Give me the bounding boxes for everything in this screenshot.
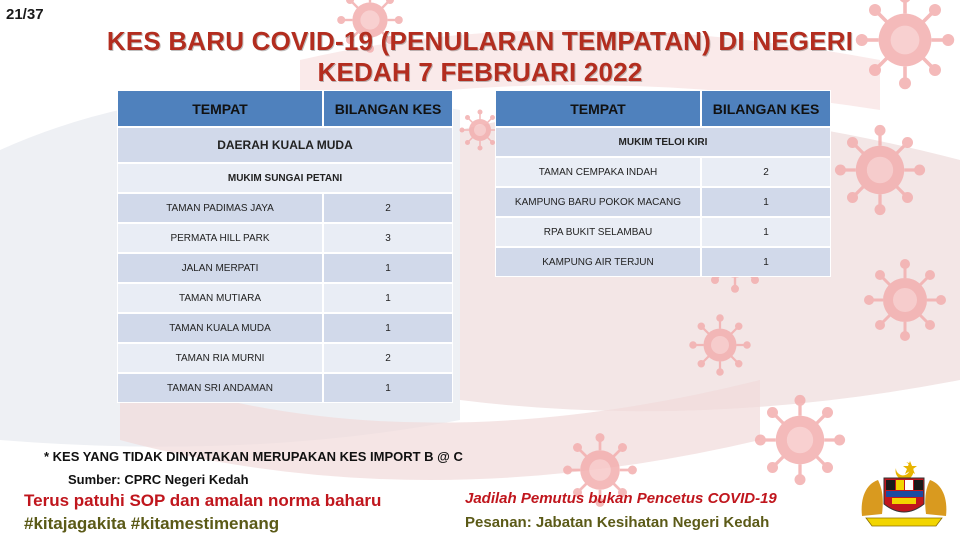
- header-bilangan-kes: BILANGAN KES: [701, 90, 831, 127]
- cases-cell: 2: [323, 343, 453, 373]
- table-row: [495, 187, 831, 217]
- right-case-table: [495, 90, 831, 277]
- place-cell: RPA BUKIT SELAMBAU: [495, 217, 701, 247]
- table-row: [495, 247, 831, 277]
- pemutus-tagline: Jadilah Pemutus bukan Pencetus COVID-19: [465, 490, 777, 507]
- mukim-name: MUKIM TELOI KIRI: [495, 127, 831, 157]
- cases-cell: 1: [701, 217, 831, 247]
- table-header-row: [495, 90, 831, 127]
- header-tempat: TEMPAT: [495, 90, 701, 127]
- page-counter: 21/37: [6, 6, 44, 23]
- cases-cell: 1: [323, 283, 453, 313]
- district-row: [117, 127, 453, 163]
- table-row: [117, 343, 453, 373]
- place-cell: TAMAN PADIMAS JAYA: [117, 193, 323, 223]
- place-cell: KAMPUNG BARU POKOK MACANG: [495, 187, 701, 217]
- place-cell: KAMPUNG AIR TERJUN: [495, 247, 701, 277]
- place-cell: TAMAN SRI ANDAMAN: [117, 373, 323, 403]
- table-row: [495, 217, 831, 247]
- hashtag-slogan: #kitajagakita #kitamestimenang: [24, 514, 280, 533]
- cases-cell: 2: [701, 157, 831, 187]
- place-cell: TAMAN KUALA MUDA: [117, 313, 323, 343]
- mukim-name: MUKIM SUNGAI PETANI: [117, 163, 453, 193]
- header-tempat: TEMPAT: [117, 90, 323, 127]
- sop-slogan: Terus patuhi SOP dan amalan norma baharu: [24, 491, 382, 510]
- pesanan-tagline: Pesanan: Jabatan Kesihatan Negeri Kedah: [465, 514, 770, 531]
- cases-cell: 1: [323, 313, 453, 343]
- header-bilangan-kes: BILANGAN KES: [323, 90, 453, 127]
- page-title-line1: KES BARU COVID-19 (PENULARAN TEMPATAN) DI NEGERI: [106, 26, 854, 56]
- table-row: [495, 157, 831, 187]
- table-row: [117, 373, 453, 403]
- cases-cell: 2: [323, 193, 453, 223]
- table-row: [117, 313, 453, 343]
- table-row: [117, 283, 453, 313]
- import-case-note: * KES YANG TIDAK DINYATAKAN MERUPAKAN KES IMPORT B @ C: [44, 449, 463, 464]
- left-case-table: [117, 90, 453, 403]
- cases-cell: 1: [701, 247, 831, 277]
- table-row: [117, 253, 453, 283]
- place-cell: JALAN MERPATI: [117, 253, 323, 283]
- district-name: DAERAH KUALA MUDA: [117, 127, 453, 163]
- coat-of-arms-icon: [856, 458, 952, 528]
- cases-cell: 3: [323, 223, 453, 253]
- place-cell: TAMAN MUTIARA: [117, 283, 323, 313]
- table-row: [117, 193, 453, 223]
- cases-cell: 1: [323, 373, 453, 403]
- mukim-row: [117, 163, 453, 193]
- cases-cell: 1: [701, 187, 831, 217]
- place-cell: TAMAN RIA MURNI: [117, 343, 323, 373]
- cases-cell: 1: [323, 253, 453, 283]
- mukim-row: [495, 127, 831, 157]
- page-title-line2: KEDAH 7 FEBRUARI 2022: [317, 57, 643, 87]
- source-credit: Sumber: CPRC Negeri Kedah: [68, 472, 249, 487]
- table-header-row: [117, 90, 453, 127]
- place-cell: TAMAN CEMPAKA INDAH: [495, 157, 701, 187]
- place-cell: PERMATA HILL PARK: [117, 223, 323, 253]
- table-row: [117, 223, 453, 253]
